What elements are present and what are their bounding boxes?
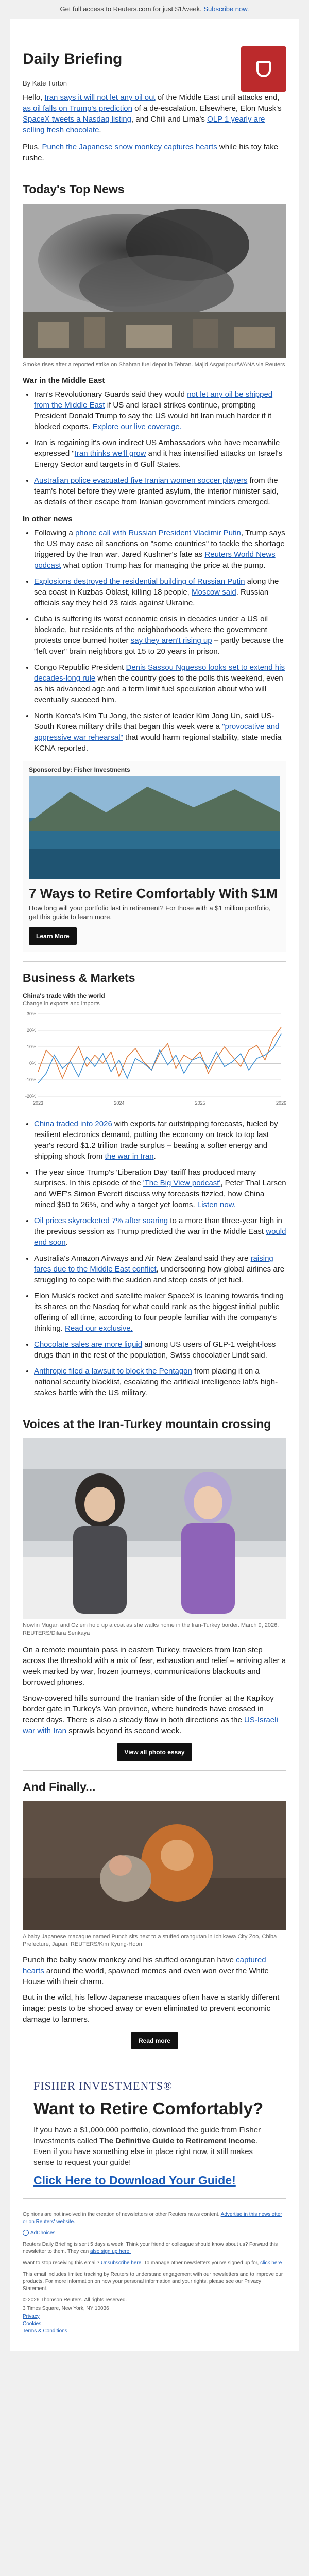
news-link[interactable]: Moscow said xyxy=(192,588,236,597)
intro-link-punch[interactable]: Punch the Japanese snow monkey captures hearts xyxy=(42,143,217,151)
news-link[interactable]: say they aren't rising up xyxy=(130,636,212,645)
manage-newsletters-link[interactable]: click here xyxy=(260,2260,282,2266)
list-item: • Elon Musk's rocket and satellite maker SpaceX is leaning towards finding its shares on the Nasdaq for what could rank as the biggest initial public offering of all time, according to four people familiar with the company's thinking. Read our exclusive. xyxy=(34,1291,286,1334)
intro-paragraph-2: Plus, Punch the Japanese snow monkey captures hearts while his toy fake rushe. xyxy=(23,143,279,162)
footer-address: 3 Times Square, New York, NY 10036 xyxy=(23,2306,109,2311)
adchoices-row xyxy=(23,2230,286,2237)
x-tick-label: 2023 xyxy=(32,1100,44,1106)
read-more-button[interactable]: Read more xyxy=(131,2032,178,2049)
lake-mountain-svg xyxy=(29,776,280,879)
finally-paragraph-1: Punch the baby snow monkey and his stuffed orangutan have captured hearts around the world, spawned memes and even won over the White House with their charm. xyxy=(23,1956,269,1986)
privacy-link[interactable]: Privacy xyxy=(23,2314,40,2319)
list-item: • Following a phone call with Russian President Vladimir Putin, Trump says the US may ease oil sanctions on "some countries" to tackle the shortage triggered by the Iran war. Jared Kushner's fate as Reuters World News podcast what option Trump has for managing the price at the pump. xyxy=(34,528,286,571)
divider xyxy=(23,1770,286,1771)
y-tick-label: 20% xyxy=(26,1028,36,1033)
news-link[interactable]: 'The Big View podcast' xyxy=(143,1179,221,1188)
news-link[interactable]: phone call with Russian President Vladimir Putin xyxy=(75,529,241,537)
snow-monkey-image xyxy=(23,1801,286,1930)
list-item: • Cuba is suffering its worst economic crisis in decades under a US oil blockade, but residents of the neighborhoods where the government protests once burned hotter say they aren't rising up – partly because the "left over" brain neighbors got 15 to 20 years in prison. xyxy=(34,614,286,657)
list-item: • Iran is regaining it's own indirect US Ambassadors who have meanwhile expressed "Iran thinks we'll grow and it has intensified attacks on Israel's Energy Sector and targets in 6 Gulf States. xyxy=(34,437,286,470)
news-link[interactable]: Reuters World News podcast xyxy=(34,550,276,570)
list-item: • The year since Trump's 'Liberation Day' tariff has produced many surprises. In this episode of the 'The Big View podcast', Peter Thal Larsen and WEF's Simon Everett discuss why forecasts fizzled, how China mined $50 to 26%, and why a target yet looms. Listen now. xyxy=(34,1167,286,1210)
captured-hearts-link[interactable]: captured hearts xyxy=(23,1956,266,1975)
photo-caption: Nowlin Mugan and Ozlem hold up a coat as she walks home in the Iran-Turkey border. March 9, 2026. REUTERS/Dilara Senkaya xyxy=(23,1622,279,1636)
footer-unsubscribe: Want to stop receiving this email? Unsubscribe here. To manage other newsletters you've signed up for, click here xyxy=(23,2260,282,2266)
news-link[interactable]: Explosions destroyed the residential building of Russian Putin xyxy=(34,577,245,586)
news-link[interactable]: Denis Sassou Nguesso looks set to extend his decades-long rule xyxy=(34,663,285,683)
news-link[interactable]: raising fares due to the Middle East conflict xyxy=(34,1254,273,1274)
snow-monkey-photo[interactable] xyxy=(23,1801,286,1930)
list-item: • Anthropic filed a lawsuit to block the Pentagon from placing it on a national security blacklist, escalating the artificial intelligence lab's high-stakes battle with the US military. xyxy=(34,1366,286,1398)
list-item: • China traded into 2026 with exports far outstripping forecasts, fueled by resilient electronics demand, putting the economy on track to top last year's record $1.2 trillion trade surplus – beating a softer energy and shipping shock from the war in Iran. xyxy=(34,1118,286,1162)
subscribe-link[interactable]: Subscribe now. xyxy=(203,5,249,13)
banner-text: Get full access to Reuters.com for just $1/week. xyxy=(60,5,202,13)
crossing-paragraph-2: Snow-covered hills surround the Iranian side of the frontier at the Kapikoy border gate in Turkey's Van province, where hundreds have crossed in recent days. There is also a steady flow in both directions as the US-Israeli war with Iran sprawls beyond its second week. xyxy=(23,1694,278,1735)
intro-link-chocolate[interactable]: OLP 1 yearly are selling fresh chocolate xyxy=(23,115,265,134)
sponsored-ad[interactable] xyxy=(23,761,286,952)
list-item: • Explosions destroyed the residential building of Russian Putin along the sea coast in Kuzbas Oblast, killing 18 people, Moscow said. Russian officials say they held 23 raids against Ukraine. xyxy=(34,576,286,608)
news-link[interactable]: Chocolate sales are more liquid xyxy=(34,1340,143,1349)
fisher-heading: Want to Retire Comfortably? xyxy=(33,2099,264,2118)
news-link[interactable]: Explore our live coverage. xyxy=(92,422,182,431)
crossing-paragraph-1: On a remote mountain pass in eastern Turkey, travelers from Iran step across the threshold with a mix of fear, exhaustion and relief – arriving after a week marked by war, frozen journeys, communications blackouts and borrowed phones. xyxy=(23,1646,286,1687)
news-link[interactable]: Read our exclusive. xyxy=(65,1324,133,1333)
chart-title: China's trade with the world xyxy=(23,992,105,999)
footer xyxy=(10,2205,299,2351)
intro-paragraph-1: Hello, Iran says it will not let any oil out of the Middle East until attacks end, as oil falls on Trump's prediction of a de-escalation. Elsewhere, Elon Musk's SpaceX tweets a Nasdaq listing, and Chili and Lima's OLP 1 yearly are selling fresh chocolate. xyxy=(23,93,282,134)
news-link[interactable]: would end soon xyxy=(34,1227,286,1247)
chart-subtitle: Change in exports and imports xyxy=(23,1001,100,1007)
business-list xyxy=(23,1118,286,1398)
finally-paragraph-2: But in the wild, his fellow Japanese macaques often have a starkly different image: pests to be shooed away or even eliminated to prevent economic damage to farmers. xyxy=(23,1993,280,2024)
intro-link-oil-falls[interactable]: as oil falls on Trump's prediction xyxy=(23,104,132,113)
footer-disclaimer: Opinions are not involved in the creation of newsletters or other Reuters news content. Advertise in this newsletter or on Reuters' website. xyxy=(23,2212,282,2225)
news-link[interactable]: not let any oil be shipped from the Middle East xyxy=(34,390,273,410)
top-news-heading: Today's Top News xyxy=(23,182,125,196)
list-item: • Iran's Revolutionary Guards said they would not let any oil be shipped from the Middle East if US and Israeli strikes continue, prompting President Donald Trump to say the US would hit Iran much harder if it blocked exports. Explore our live coverage. xyxy=(34,389,286,432)
adchoices-link[interactable]: AdChoices xyxy=(30,2230,56,2236)
lake-mountain-image xyxy=(29,776,280,879)
ad-text: How long will your portfolio last in retirement? For those with a $1 million portfolio, get this guide to learn more. xyxy=(29,904,271,921)
fisher-logo: FISHER INVESTMENTS® xyxy=(33,2079,173,2092)
list-item: • Australia's Amazon Airways and Air New Zealand said they are raising fares due to the Middle East conflict, underscoring how global airlines are struggling to cope with the sudden and steep costs of jet fuel. xyxy=(34,1253,286,1285)
cookies-link[interactable]: Cookies xyxy=(23,2321,42,2327)
series-line-0 xyxy=(38,1027,281,1078)
newsletter-card xyxy=(10,19,299,2351)
border-crossing-photo[interactable] xyxy=(23,1438,286,1619)
chart-svg xyxy=(23,1010,286,1108)
divider xyxy=(23,961,286,962)
intro-link-spacex[interactable]: SpaceX tweets a Nasdaq listing xyxy=(23,115,131,124)
download-guide-link[interactable]: Click Here to Download Your Guide! xyxy=(33,2174,236,2187)
learn-more-button[interactable]: Learn More xyxy=(29,927,77,945)
sponsor-label: Sponsored by: Fisher Investments xyxy=(29,766,130,773)
news-link[interactable]: Listen now. xyxy=(197,1200,236,1209)
photo-caption: Smoke rises after a reported strike on Shahran fuel depot in Tehran. Majid Asgaripour/WANA via Reuters xyxy=(23,362,285,368)
advertise-link[interactable]: Advertise in this newsletter or on Reuters' website. xyxy=(23,2212,282,2225)
photo-caption: A baby Japanese macaque named Punch sits next to a stuffed orangutan in Ichikawa City Zoo, Chiba Prefecture, Japan. REUTERS/Kim Kyung-Hoon xyxy=(23,1934,277,1947)
terms-link[interactable]: Terms & Conditions xyxy=(23,2328,67,2334)
news-link[interactable]: "provocative and aggressive war rehearsal" xyxy=(34,722,280,742)
y-tick-label: -10% xyxy=(25,1077,36,1082)
trade-chart[interactable] xyxy=(23,992,286,1110)
war-list xyxy=(23,389,286,507)
fisher-ad[interactable] xyxy=(23,2069,286,2199)
y-tick-label: -20% xyxy=(25,1094,36,1099)
war-heading: War in the Middle East xyxy=(23,376,105,385)
list-item: • Chocolate sales are more liquid among US users of GLP-1 weight-loss drugs than in the rest of the population, Swiss chocolatier Lindt said. xyxy=(34,1339,286,1361)
business-heading: Business & Markets xyxy=(23,971,135,985)
y-tick-label: 10% xyxy=(26,1044,36,1049)
list-item: • Congo Republic President Denis Sassou Nguesso looks set to extend his decades-long rule when the country goes to the polls this weekend, even as his advanced age and a term limit fuel speculation about who will eventually succeed him. xyxy=(34,662,286,705)
news-link[interactable]: Oil prices skyrocketed 7% after soaring xyxy=(34,1216,168,1225)
other-news-list xyxy=(23,528,286,754)
war-link[interactable]: US-Israeli war with Iran xyxy=(23,1716,278,1735)
reuters-logo-icon xyxy=(241,46,286,92)
fisher-paragraph: If you have a $1,000,000 portfolio, download the guide from Fisher Investments called The Definitive Guide to Retirement Income. Even if you have something else in place right now, it still makes sense to request your guide! xyxy=(33,2126,261,2167)
news-link[interactable]: China traded into 2026 xyxy=(34,1120,112,1128)
crossing-heading: Voices at the Iran-Turkey mountain crossing xyxy=(23,1417,271,1431)
unsubscribe-link[interactable]: Unsubscribe here xyxy=(100,2260,142,2266)
newsletter-title: Daily Briefing xyxy=(23,50,123,67)
y-tick-label: 30% xyxy=(26,1011,36,1016)
footer-signup: Reuters Daily Briefing is sent 5 days a week. Think your friend or colleague should know about us? Forward this newsletter to them. They can also sign up here. xyxy=(23,2242,278,2255)
y-tick-label: 0% xyxy=(29,1061,36,1066)
newsletter-header xyxy=(10,19,299,71)
other-news-heading: In other news xyxy=(23,515,73,523)
x-tick-label: 2026 xyxy=(276,1100,286,1106)
intro-link-iran-oil[interactable]: Iran says it will not let any oil out xyxy=(44,93,156,102)
news-link[interactable]: Australian police evacuated five Iranian women soccer players xyxy=(34,476,248,485)
ad-title: 7 Ways to Retire Comfortably With $1M xyxy=(29,886,278,901)
border-crossing-image xyxy=(23,1438,286,1619)
news-link[interactable]: Anthropic filed a lawsuit to block the Pentagon xyxy=(34,1367,192,1376)
signup-link[interactable]: also sign up here. xyxy=(90,2249,131,2255)
footer-copyright: © 2026 Thomson Reuters. All rights reserved. xyxy=(23,2297,127,2303)
top-banner xyxy=(0,0,309,19)
x-tick-label: 2024 xyxy=(114,1100,125,1106)
news-link[interactable]: the war in Iran xyxy=(105,1152,154,1161)
view-photo-essay-button[interactable]: View all photo essay xyxy=(117,1743,192,1761)
list-item: • Australian police evacuated five Iranian women soccer players from the team's hotel before they were granted asylum, the interior minister said, as details of their escape from Iranian government minders emerged. xyxy=(34,475,286,507)
list-item: • North Korea's Kim Tu Jong, the sister of leader Kim Jong Un, said US-South Korea military drills that began this week were a "provocative and aggressive war rehearsal" that would harm regional stability, state media KCNA reported. xyxy=(34,710,286,754)
tehran-smoke-image xyxy=(23,204,286,358)
list-item: • Oil prices skyrocketed 7% after soaring to a more than three-year high in the previous session as Trump predicted the war in the Middle East would end soon. xyxy=(34,1215,286,1248)
finally-heading: And Finally... xyxy=(23,1780,96,1793)
x-tick-label: 2025 xyxy=(195,1100,205,1106)
intro xyxy=(10,87,299,163)
byline: By Kate Turton xyxy=(23,79,67,87)
news-link[interactable]: Iran thinks we'll grow xyxy=(74,449,146,458)
footer-privacy-note: This email includes limited tracking by Reuters to understand engagement with our newsletters and to improve our products. For more information on how your personal information and your rights, please see our Privacy Statement. xyxy=(23,2272,283,2292)
footer-links xyxy=(23,2313,286,2335)
adchoices-icon xyxy=(23,2230,29,2236)
tehran-smoke-photo[interactable] xyxy=(23,204,286,358)
